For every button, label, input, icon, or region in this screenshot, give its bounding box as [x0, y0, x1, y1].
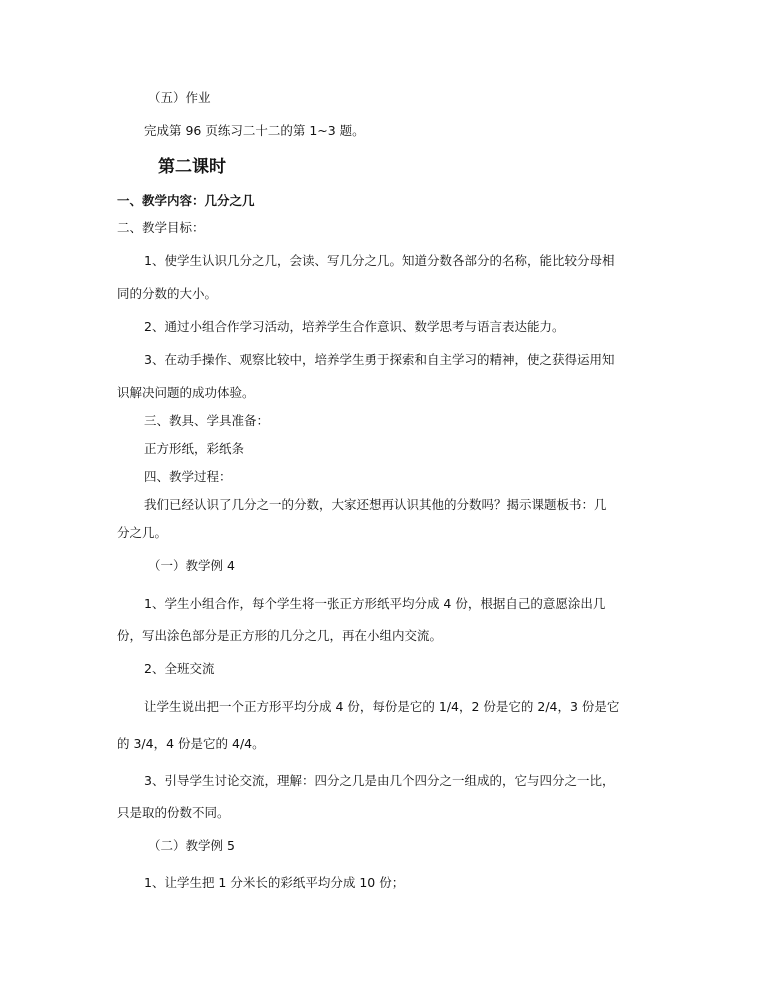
example-4-heading: （一）教学例 4 — [148, 558, 235, 573]
goal-3-line-2: 识解决问题的成功体验。 — [117, 385, 255, 400]
process-heading: 四、教学过程： — [144, 469, 232, 484]
ex4-step2-detail-line-1: 让学生说出把一个正方形平均分成 4 份，每份是它的 1/4，2 份是它的 2/4，3 份是它 — [144, 699, 620, 714]
goals-heading: 二、教学目标： — [117, 220, 205, 235]
goal-1-line-2: 同的分数的大小。 — [117, 286, 218, 301]
ex4-step3-line-2: 只是取的份数不同。 — [117, 805, 230, 820]
tools-text: 正方形纸，彩纸条 — [144, 441, 245, 456]
intro-line-1: 我们已经认识了几分之一的分数，大家还想再认识其他的分数吗？揭示课题板书：几 — [144, 497, 607, 512]
ex4-step1-line-1: 1、学生小组合作，每个学生将一张正方形纸平均分成 4 份，根据自己的意愿涂出几 — [144, 596, 606, 611]
content-heading: 一、教学内容：几分之几 — [117, 193, 255, 208]
goal-2: 2、通过小组合作学习活动，培养学生合作意识、数学思考与语言表达能力。 — [144, 319, 565, 334]
ex4-step2-detail-line-2: 的 3/4，4 份是它的 4/4。 — [117, 736, 265, 751]
homework-text: 完成第 96 页练习二十二的第 1~3 题。 — [144, 123, 365, 138]
goal-1-line-1: 1、使学生认识几分之几，会读、写几分之几。知道分数各部分的名称，能比较分母相 — [144, 253, 615, 268]
ex4-step2: 2、全班交流 — [144, 661, 215, 676]
goal-3-line-1: 3、在动手操作、观察比较中，培养学生勇于探索和自主学习的精神，使之获得运用知 — [144, 352, 615, 367]
tools-heading: 三、教具、学具准备： — [144, 413, 270, 428]
lesson-title: 第二课时 — [158, 157, 226, 177]
example-5-heading: （二）教学例 5 — [148, 838, 235, 853]
ex4-step1-line-2: 份，写出涂色部分是正方形的几分之几，再在小组内交流。 — [117, 628, 443, 643]
intro-line-2: 分之几。 — [117, 525, 168, 540]
ex4-step3-line-1: 3、引导学生讨论交流，理解：四分之几是由几个四分之一组成的，它与四分之一比， — [144, 773, 615, 788]
homework-heading: （五）作业 — [148, 90, 211, 105]
ex5-step1: 1、让学生把 1 分米长的彩纸平均分成 10 份； — [144, 875, 405, 890]
